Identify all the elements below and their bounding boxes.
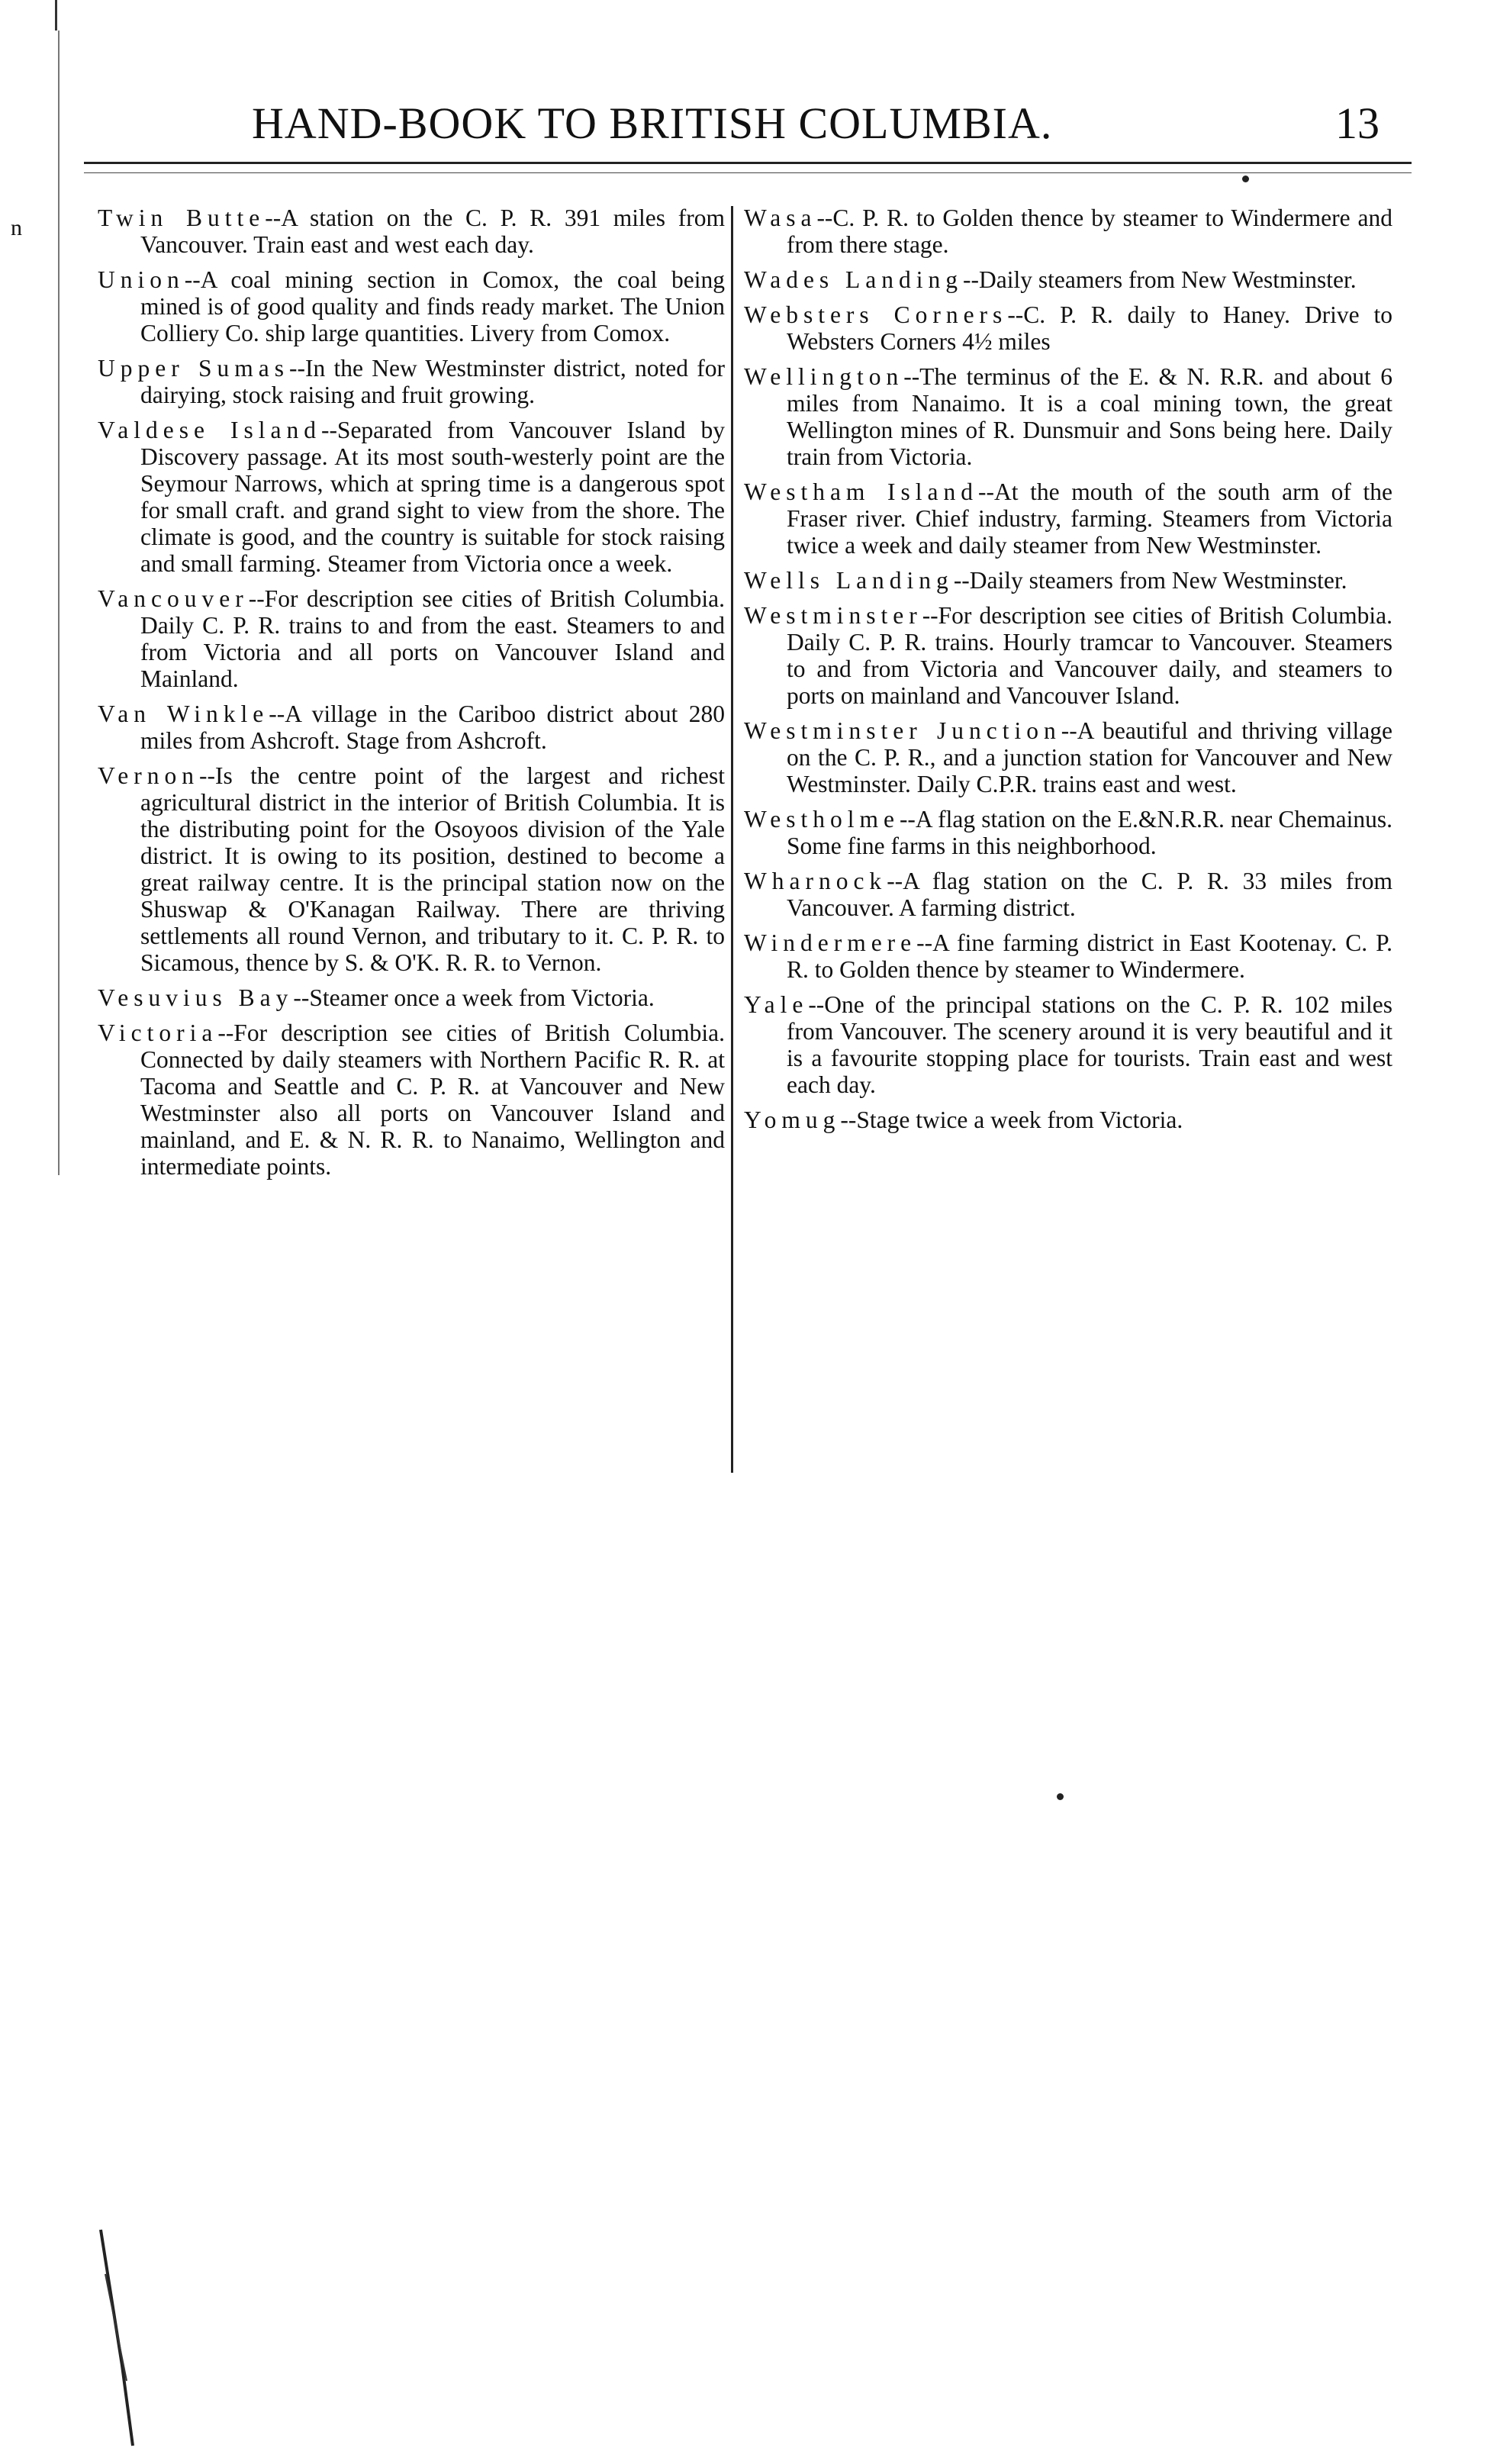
pen-stroke — [99, 2228, 145, 2450]
header-rule-thin — [84, 172, 1412, 173]
gazetteer-entry — [744, 363, 1392, 470]
entry-text: --Daily steamers from New Westminster. — [953, 567, 1347, 594]
gazetteer-entry — [98, 762, 725, 976]
gazetteer-entry — [744, 868, 1392, 921]
stray-dot — [1242, 176, 1249, 182]
gazetteer-entry — [744, 929, 1392, 983]
gazetteer-entry — [744, 478, 1392, 559]
page-number: 13 — [1335, 98, 1379, 148]
entry-headword: Union — [98, 266, 185, 293]
entry-headword: Upper Sumas — [98, 355, 289, 382]
entry-headword: Wells Landing — [744, 567, 954, 594]
entry-text: --A fine farming district in East Kootenay. C. P. R. to Golden thence by steamer to Windermere. — [787, 929, 1392, 983]
entry-text: --One of the principal stations on the C. P. R. 102 miles from Vancouver. The scenery around it is very beautiful and it is a favourite stopping place for tourists. Train east and west each day. — [787, 991, 1392, 1098]
entry-headword: Westminster Junction — [744, 717, 1061, 744]
entry-text: --Stage twice a week from Victoria. — [840, 1106, 1183, 1133]
entry-headword: Wharnock — [744, 868, 887, 894]
gazetteer-entry — [98, 205, 725, 258]
entry-text: --Separated from Vancouver Island by Discovery passage. At its most south-westerly point are the Seymour Narrows, which at spring time is a dangerous spot for small craft. and grand sight to view from the shore. The climate is good, and the country is suitable for stock raising and small farming. Steamer from Victoria once a week. — [140, 417, 725, 577]
right-column — [744, 205, 1392, 1142]
gazetteer-entry — [744, 991, 1392, 1098]
gazetteer-entry — [744, 717, 1392, 797]
column-divider — [731, 206, 733, 1473]
entry-headword: Westholme — [744, 806, 900, 833]
entry-text: --For description see cities of British Columbia. Daily C. P. R. trains. Hourly tramcar to Vancouver. Steamers to and from Victoria and Vancouver daily, and steamers to ports on mainland and Vancouver Island. — [787, 602, 1392, 709]
left-column — [98, 205, 725, 1188]
gazetteer-entry — [744, 205, 1392, 258]
entry-text: --A station on the C. P. R. 391 miles from Vancouver. Train east and west each day. — [140, 205, 725, 258]
entry-text: --Daily steamers from New Westminster. — [963, 266, 1357, 293]
gazetteer-entry — [98, 355, 725, 408]
entry-headword: Twin Butte — [98, 205, 266, 231]
entry-headword: Van Winkle — [98, 701, 269, 727]
entry-headword: Westham Island — [744, 478, 979, 505]
entry-headword: Websters Corners — [744, 301, 1008, 328]
gazetteer-entry — [98, 701, 725, 754]
entry-headword: Westminster — [744, 602, 922, 629]
gazetteer-entry — [744, 1106, 1392, 1133]
entry-text: --For description see cities of British Columbia. Connected by daily steamers with Northern Pacific R. R. at Tacoma and Seattle and C. P. R. at Vancouver and New Westminster also all ports on Vancouver Island and mainland, and E. & N. R. R. to Nanaimo, Wellington and intermediate points. — [140, 1019, 725, 1180]
entry-text: --At the mouth of the south arm of the Fraser river. Chief industry, farming. Steamers from Victoria twice a week and daily steamer from New Westminster. — [787, 478, 1392, 559]
entry-headword: Windermere — [744, 929, 917, 956]
gazetteer-entry — [98, 585, 725, 692]
margin-letter: n — [11, 215, 22, 240]
header-rule — [84, 162, 1412, 164]
entry-text: --The terminus of the E. & N. R.R. and about 6 miles from Nanaimo. It is a coal mining town, the great Wellington mines of R. Dunsmuir and Sons being here. Daily train from Victoria. — [787, 363, 1392, 470]
gazetteer-entry — [744, 266, 1392, 293]
entry-text: --A flag station on the C. P. R. 33 miles from Vancouver. A farming district. — [787, 868, 1392, 921]
gazetteer-entry — [98, 984, 725, 1011]
gazetteer-entry — [744, 602, 1392, 709]
entry-headword: Yomug — [744, 1106, 841, 1133]
entry-headword: Victoria — [98, 1019, 218, 1046]
gazetteer-entry — [98, 1019, 725, 1180]
gazetteer-entry — [744, 567, 1392, 594]
margin-scan-mark — [58, 31, 60, 1175]
gazetteer-entry — [744, 806, 1392, 859]
entry-text: --A beautiful and thriving village on the C. P. R., and a junction station for Vancouver and New Westminster. Daily C.P.R. trains east and west. — [787, 717, 1392, 797]
entry-text: --C. P. R. daily to Haney. Drive to Websters Corners 4½ miles — [787, 301, 1392, 355]
entry-text: --A coal mining section in Comox, the coal being mined is of good quality and finds ready market. The Union Colliery Co. ship large quantities. Livery from Comox. — [140, 266, 725, 346]
entry-text: --For description see cities of British Columbia. Daily C. P. R. trains to and from the east. Steamers to and from Victoria and all ports on Vancouver Island and Mainland. — [140, 585, 725, 692]
running-head: HAND-BOOK TO BRITISH COLUMBIA. — [252, 98, 1053, 148]
entry-text: --C. P. R. to Golden thence by steamer to Windermere and from there stage. — [787, 205, 1392, 258]
entry-text: --A flag station on the E.&N.R.R. near Chemainus. Some fine farms in this neighborhood. — [787, 806, 1392, 859]
entry-text: --Steamer once a week from Victoria. — [293, 984, 655, 1011]
entry-text: --Is the centre point of the largest and richest agricultural district in the interior of British Columbia. It is the distributing point for the Osoyoos division of the Yale district. It is owing to its position, destined to become a great railway centre. It is the principal station now on the Shuswap & O'Kanagan Railway. There are thriving settlements all round Vernon, and tributary to it. C. P. R. to Sicamous, thence by S. & O'K. R. R. to Vernon. — [140, 762, 725, 976]
entry-text: --In the New Westminster district, noted for dairying, stock raising and fruit growing. — [140, 355, 725, 408]
entry-headword: Vesuvius Bay — [98, 984, 294, 1011]
gazetteer-entry — [744, 301, 1392, 355]
entry-headword: Wellington — [744, 363, 904, 390]
gazetteer-entry — [98, 417, 725, 577]
entry-headword: Vancouver — [98, 585, 249, 612]
entry-headword: Wasa — [744, 205, 817, 231]
entry-headword: Wades Landing — [744, 266, 964, 293]
entry-headword: Yale — [744, 991, 809, 1018]
gazetteer-entry — [98, 266, 725, 346]
entry-headword: Vernon — [98, 762, 199, 789]
margin-scan-mark — [55, 0, 57, 31]
entry-text: --A village in the Cariboo district about 280 miles from Ashcroft. Stage from Ashcroft. — [140, 701, 725, 754]
stray-dot — [1057, 1793, 1064, 1800]
entry-headword: Valdese Island — [98, 417, 321, 443]
